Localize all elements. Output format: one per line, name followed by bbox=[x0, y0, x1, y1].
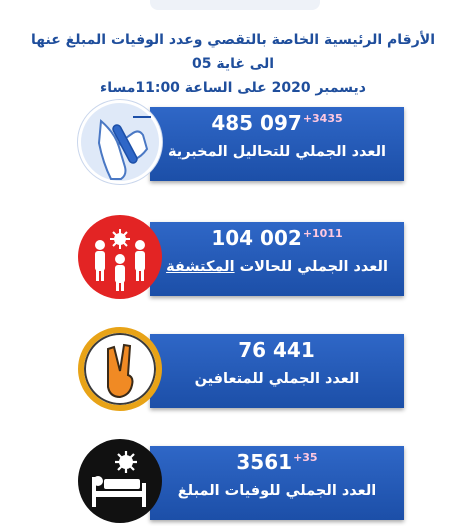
patient-bed-virus-icon bbox=[78, 439, 162, 523]
stat-card-deaths bbox=[0, 436, 466, 526]
stat-card-lab-tests bbox=[0, 97, 466, 187]
stat-number bbox=[150, 111, 404, 135]
stat-number bbox=[150, 226, 404, 250]
stat-label bbox=[150, 259, 404, 275]
victory-hand-icon bbox=[78, 327, 162, 411]
stat-delta: +1011 bbox=[302, 227, 343, 241]
stat-value: 104 002 bbox=[211, 226, 302, 250]
stat-number bbox=[150, 450, 404, 474]
stat-delta: +3435 bbox=[302, 112, 343, 126]
stat-value: 76 441 bbox=[238, 338, 315, 362]
stat-card-recovered bbox=[0, 324, 466, 414]
stat-number bbox=[150, 338, 404, 362]
header-line-1: الأرقام الرئيسية الخاصة بالتقصي وعدد الوفيات المبلغ عنها الى غاية 05 bbox=[30, 32, 435, 72]
stat-value: 3561 bbox=[236, 450, 293, 474]
top-banner-strip bbox=[150, 0, 320, 10]
page-header bbox=[20, 28, 446, 100]
stat-label: العدد الجملي للمتعافين bbox=[194, 371, 360, 387]
stat-delta: +35 bbox=[293, 451, 318, 465]
stat-label-prefix: العدد الجملي للحالات bbox=[234, 259, 388, 275]
stat-value: 485 097 bbox=[211, 111, 302, 135]
stat-label: العدد الجملي للوفيات المبلغ bbox=[177, 483, 377, 499]
header-line-2: ديسمبر 2020 على الساعة 11:00مساء bbox=[100, 80, 366, 96]
stat-label-underlined: المكتشفة bbox=[166, 259, 235, 275]
stat-label: العدد الجملي للتحاليل المخبرية bbox=[168, 144, 386, 160]
virus-people-icon bbox=[78, 215, 162, 299]
test-tube-hand-icon bbox=[78, 100, 162, 184]
stat-card-detected-cases bbox=[0, 212, 466, 302]
